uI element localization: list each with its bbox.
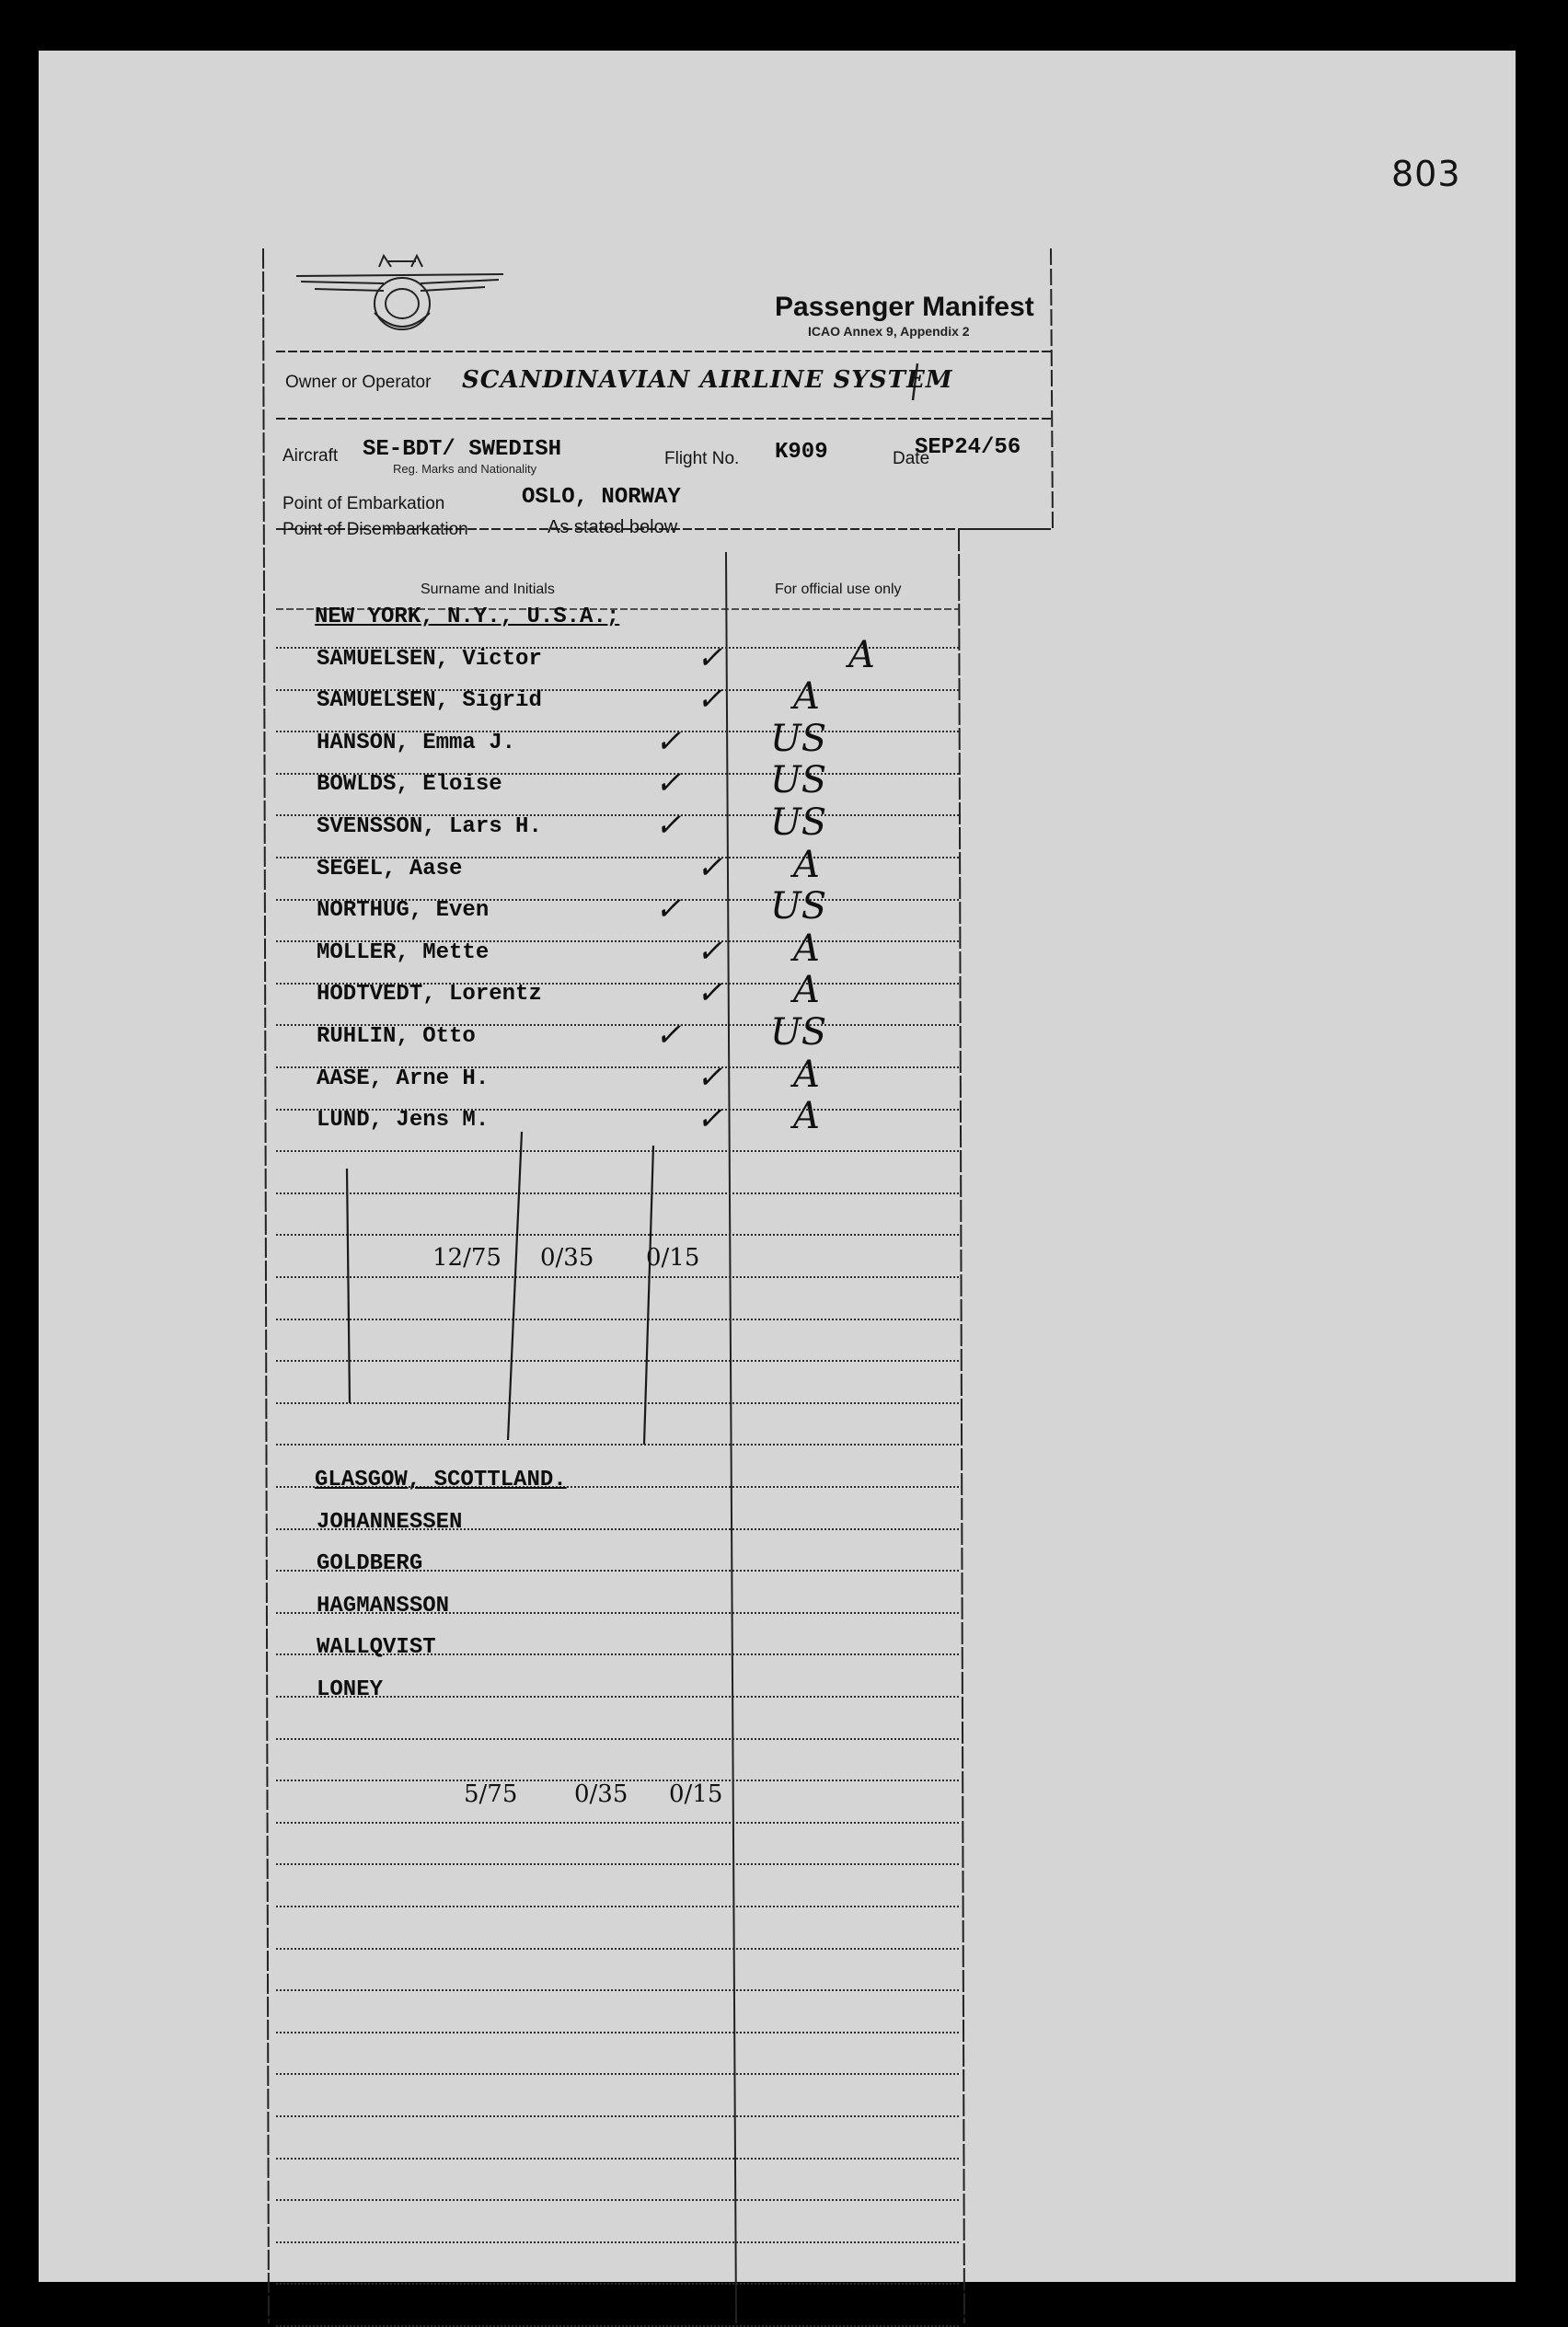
passenger-name: WALLQVIST: [317, 1635, 436, 1661]
embarkation-value: OSLO, NORWAY: [522, 485, 681, 510]
tally-value: 0/15: [646, 1244, 700, 1272]
document-page: [39, 51, 1516, 2282]
official-mark: A: [793, 1053, 820, 1096]
passenger-name: NORTHUG, Even: [317, 898, 490, 924]
passenger-name: LUND, Jens M.: [317, 1108, 490, 1134]
passenger-name: SEGEL, Aase: [317, 856, 463, 881]
check-mark: ✓: [697, 681, 723, 719]
official-mark: A: [793, 843, 820, 886]
passenger-name: AASE, Arne H.: [317, 1066, 490, 1091]
official-mark: A: [848, 633, 875, 676]
check-mark: ✓: [697, 1058, 723, 1096]
passenger-name: BOWLDS, Eloise: [317, 772, 502, 798]
official-mark: US: [770, 801, 827, 844]
official-mark: A: [793, 675, 820, 719]
official-mark: US: [770, 717, 827, 760]
official-mark: US: [770, 759, 827, 802]
passenger-name: JOHANNESSEN: [317, 1509, 463, 1535]
check-mark: ✓: [697, 932, 723, 970]
check-mark: ✓: [655, 807, 682, 844]
official-mark: A: [793, 927, 820, 970]
passenger-name: HODTVEDT, Lorentz: [317, 982, 542, 1008]
passenger-name: HANSON, Emma J.: [317, 730, 516, 755]
page-number: 803: [1391, 154, 1461, 194]
passenger-name: SVENSSON, Lars H.: [317, 814, 542, 839]
check-mark: ✓: [697, 1100, 723, 1138]
flight-label: Flight No.: [664, 449, 740, 468]
aircraft-caption: Reg. Marks and Nationality: [393, 462, 537, 476]
check-mark: ✓: [697, 639, 723, 676]
passenger-manifest-form: [259, 248, 1055, 2323]
check-mark: ✓: [697, 974, 723, 1012]
tally-value: 0/35: [540, 1244, 594, 1272]
passenger-name: RUHLIN, Otto: [317, 1024, 476, 1049]
form-title: Passenger Manifest: [775, 292, 1034, 322]
flight-value: K909: [775, 440, 828, 465]
embarkation-label: Point of Embarkation: [282, 494, 445, 513]
aircraft-label: Aircraft: [282, 446, 339, 466]
official-column-header: For official use only: [775, 582, 902, 597]
date-label: Date: [893, 449, 930, 468]
owner-label: Owner or Operator: [285, 373, 432, 392]
check-mark: ✓: [697, 848, 723, 886]
passenger-name: SAMUELSEN, Sigrid: [317, 688, 542, 714]
tally-value: 5/75: [464, 1780, 518, 1808]
passenger-name: GOLDBERG: [317, 1551, 423, 1577]
official-mark: A: [793, 969, 820, 1012]
tally-value: 0/15: [669, 1780, 723, 1808]
aircraft-value: SE-BDT/ SWEDISH: [363, 437, 562, 462]
destination-heading: GLASGOW, SCOTTLAND.: [315, 1468, 567, 1492]
destination-heading: NEW YORK, N.Y., U.S.A.;: [315, 605, 620, 629]
passenger-name: LONEY: [317, 1677, 384, 1702]
official-mark: US: [770, 885, 827, 928]
tally-value: 0/35: [574, 1780, 628, 1808]
passenger-name: SAMUELSEN, Victor: [317, 646, 542, 672]
passenger-name: HAGMANSSON: [317, 1593, 450, 1619]
form-subtitle: ICAO Annex 9, Appendix 2: [808, 324, 970, 339]
check-mark: ✓: [655, 722, 682, 760]
official-mark: US: [770, 1011, 827, 1054]
tally-strokes: [259, 248, 1055, 2323]
check-mark: ✓: [655, 1017, 682, 1054]
check-mark: ✓: [655, 765, 682, 802]
names-column-header: Surname and Initials: [421, 582, 555, 597]
check-mark: ✓: [655, 891, 682, 928]
date-value: SEP24/56: [915, 435, 1021, 460]
tally-value: 12/75: [432, 1244, 502, 1272]
disembarkation-value: As stated below: [548, 517, 678, 537]
owner-value: SCANDINAVIAN AIRLINE SYSTEM: [462, 366, 953, 394]
official-mark: A: [793, 1095, 820, 1138]
disembarkation-label: Point of Disembarkation: [282, 520, 468, 539]
passenger-name: MOLLER, Mette: [317, 939, 490, 965]
